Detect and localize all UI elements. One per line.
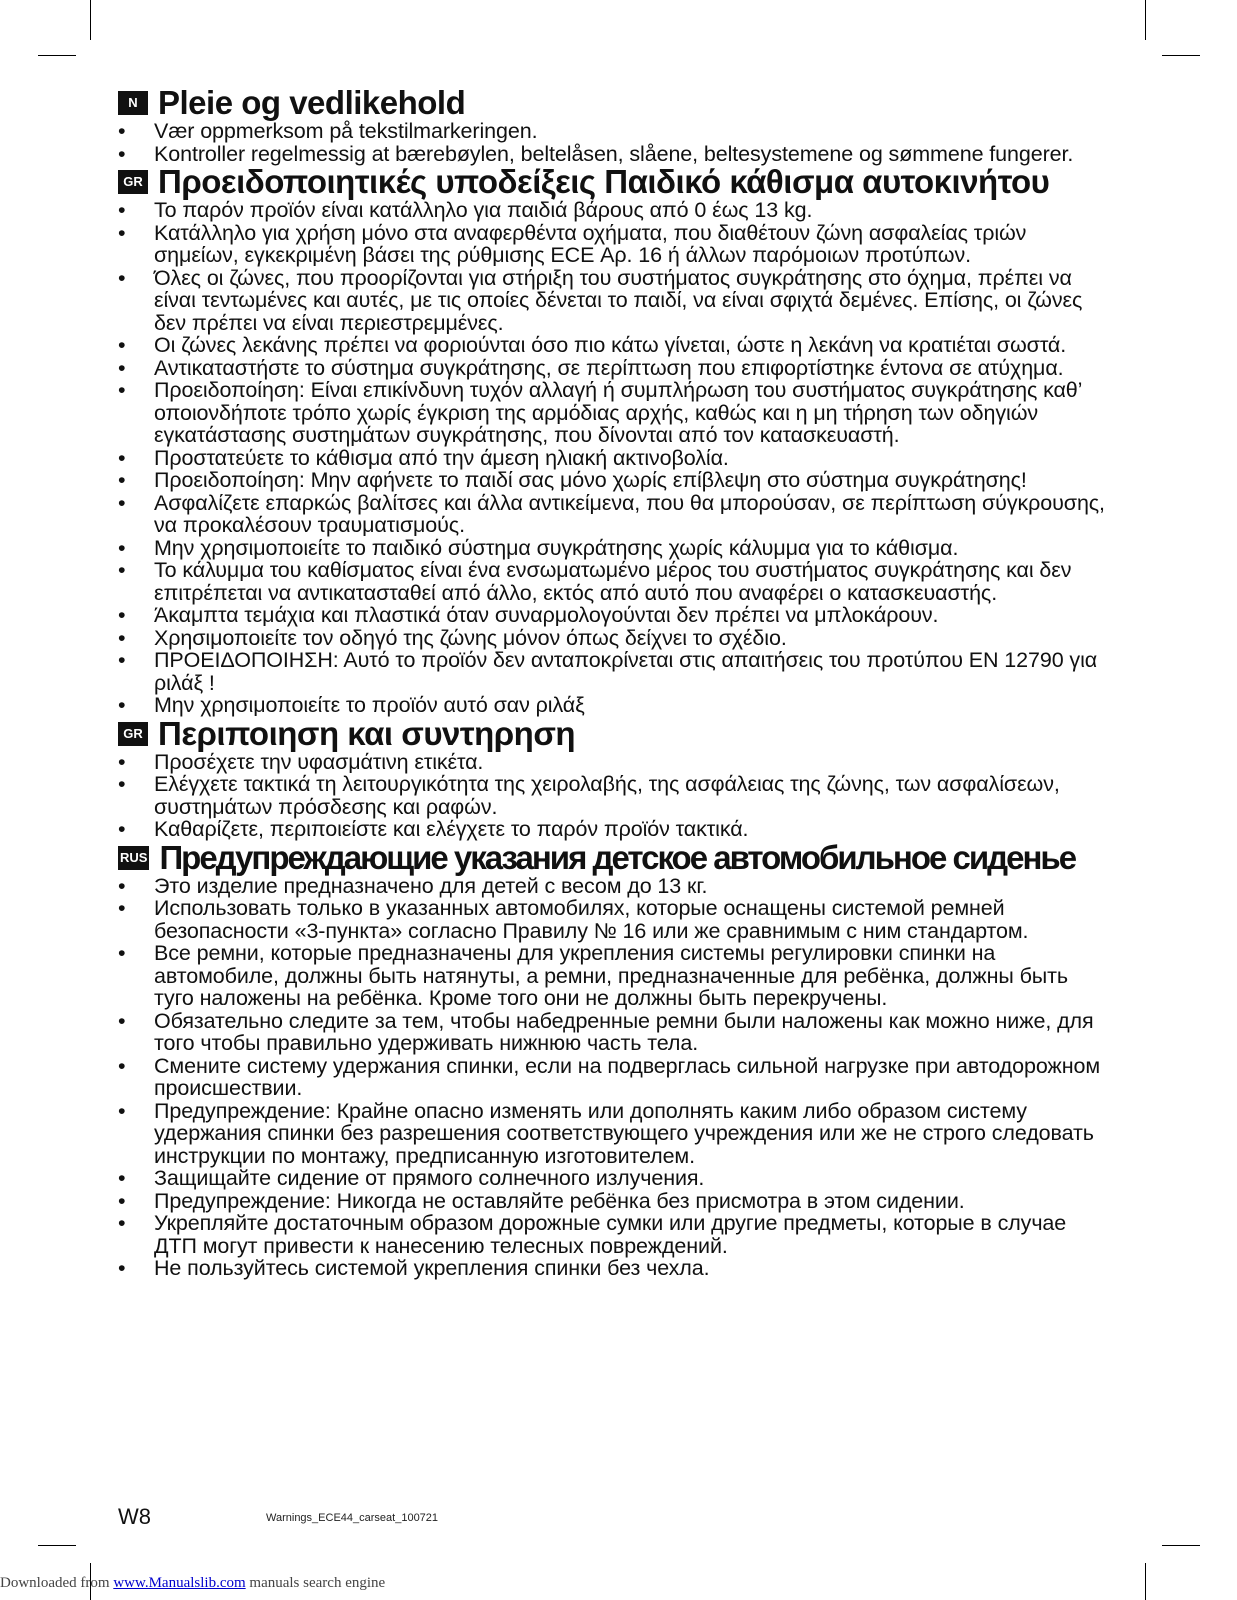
list-item: • Άκαμπτα τεμάχια και πλαστικά όταν συναρμολογούνται δεν πρέπει να μπλοκάρουν. [118,604,1108,627]
list-item: • Προειδοποίηση: Είναι επικίνδυνη τυχόν αλλαγή ή συμπλήρωση του συστήματος συγκράτησης καθ’ οποιονδήποτε τρόπο χωρίς έγκριση της αρμόδιας αρχής, καθώς και η μη τήρηση των οδηγιών εγκατάστασης συστημάτων συγκράτησης, που δίνονται από τον κατασκευαστή. [118,379,1108,447]
language-badge: RUS [118,846,149,870]
section-heading-n [118,86,1108,120]
list-item: • Смените систему удержания спинки, если на подверглась сильной нагрузке при автодорожном происшествии. [118,1055,1108,1100]
bullet-list [118,120,1108,165]
list-item: • Χρησιμοποιείτε τον οδηγό της ζώνης μόνον όπως δείχνει το σχέδιο. [118,627,1108,650]
list-item: • Προειδοποίηση: Μην αφήνετε το παιδί σας μόνο χωρίς επίβλεψη στο σύστημα συγκράτησης! [118,469,1108,492]
list-item: • Κατάλληλο για χρήση μόνο στα αναφερθέντα οχήματα, που διαθέτουν ζώνη ασφαλείας τριών σημείων, εγκεκριμένη βάσει της ρύθμισης ECE Αρ. 16 ή άλλων παρόμοιων προτύπων. [118,222,1108,267]
list-item: • Использовать только в указанных автомобилях, которые оснащены системой ремней безопасности «3-пункта» согласно Правилу № 16 или же сравнимым с ним стандартом. [118,897,1108,942]
section-heading-gr-warnings [118,165,1108,199]
bullet-list [118,199,1108,717]
list-item: • Το παρόν προϊόν είναι κατάλληλο για παιδιά βάρους από 0 έως 13 kg. [118,199,1108,222]
list-item: • Ασφαλίζετε επαρκώς βαλίτσες και άλλα αντικείμενα, που θα μπορούσαν, σε περίπτωση σύγκρουσης, να προκαλέσουν τραυματισμούς. [118,492,1108,537]
list-item: • Не пользуйтесь системой укрепления спинки без чехла. [118,1257,1108,1280]
page-code: W8 [118,1504,151,1529]
list-item: • Το κάλυμμα του καθίσματος είναι ένα ενσωματωμένο μέρος του συστήματος συγκράτησης και δεν επιτρέπεται να αντικατασταθεί από άλλο, εκτός από αυτό που αναφέρει ο κατασκευαστής. [118,559,1108,604]
list-item: • Защищайте сидение от прямого солнечного излучения. [118,1167,1108,1190]
language-badge: N [118,91,148,115]
section-title: Περιποιηση και συντηρηση [158,714,576,752]
manualslib-link[interactable]: www.Manualslib.com [113,1575,246,1591]
list-item: • Укрепляйте достаточным образом дорожные сумки или другие предметы, которые в случае ДТП могут привести к нанесению телесных повреждений. [118,1212,1108,1257]
section-heading-gr-care [118,714,1108,752]
bullet-list [118,875,1108,1280]
language-badge: GR [118,722,148,746]
list-item: • Αντικαταστήστε το σύστημα συγκράτησης, σε περίπτωση που επιφορτίστηκε έντονα σε ατύχημα. [118,357,1108,380]
crop-mark [38,1545,76,1546]
section-title: Pleie og vedlikehold [158,84,466,121]
crop-mark [1162,55,1200,56]
list-item: • Kontroller regelmessig at bærebøylen, beltelåsen, slåene, beltesystemene og sømmene fungerer. [118,143,1108,166]
list-item: • ΠΡΟΕΙΔΟΠΟΙΗΣΗ: Αυτό το προϊόν δεν ανταποκρίνεται στις απαιτήσεις του προτύπου EN 12790 για ριλάξ ! [118,649,1108,694]
list-item: • Это изделие предназначено для детей с весом до 13 кг. [118,875,1108,898]
list-item: • Предупреждение: Крайне опасно изменять или дополнять каким либо образом систему удержания спинки без разрешения соответствующего учреждения или же не строго следовать инструкции по монтажу, предписанную изготовителем. [118,1100,1108,1168]
file-name: Warnings_ECE44_carseat_100721 [266,1512,439,1524]
crop-mark [1145,0,1146,40]
download-bar [0,1575,385,1592]
download-suffix: manuals search engine [245,1575,386,1591]
list-item: • Ελέγχετε τακτικά τη λειτουργικότητα της χειρολαβής, της ασφάλειας της ζώνης, των ασφαλίσεων, συστημάτων πρόσδεσης και ραφών. [118,773,1108,818]
crop-mark [1162,1545,1200,1546]
list-item: • Все ремни, которые предназначены для укрепления системы регулировки спинки на автомобиле, должны быть натянуты, а ремни, предназначенные для ребёнка, должны быть туго наложены на ребёнка. Кроме того они не должны быть перекручены. [118,942,1108,1010]
list-item: • Καθαρίζετε, περιποιείστε και ελέγχετε το παρόν προϊόν τακτικά. [118,818,1108,841]
crop-mark [38,55,76,56]
list-item: • Οι ζώνες λεκάνης πρέπει να φοριούνται όσο πιο κάτω γίνεται, ώστε η λεκάνη να κρατιέται σωστά. [118,334,1108,357]
list-item: • Προσέχετε την υφασμάτινη ετικέτα. [118,751,1108,774]
list-item: • Όλες οι ζώνες, που προορίζονται για στήριξη του συστήματος συγκράτησης στο όχημα, πρέπει να είναι τεντωμένες και αυτές, με τις οποίες δένεται το παιδί, να είναι σφιχτά δεμένες. Επίσης, οι ζώνες δεν πρέπει να είναι περιεστρεμμένες. [118,267,1108,335]
section-title: Προειδοποιητικές υποδείξεις Παιδικό κάθισμα αυτοκινήτου [158,163,1050,200]
list-item: • Προστατεύετε το κάθισμα από την άμεση ηλιακή ακτινοβολία. [118,447,1108,470]
section-heading-rus [118,838,1108,876]
list-item: • Обязательно следите за тем, чтобы набедренные ремни были наложены как можно ниже, для того чтобы правильно удерживать нижнюю часть тела. [118,1010,1108,1055]
document-body [118,86,1108,1280]
list-item: • Vær oppmerksom på tekstilmarkeringen. [118,120,1108,143]
bullet-list [118,751,1108,841]
section-title: Предупреждающие указания детское автомобильное сиденье [159,838,1076,876]
crop-mark [90,0,91,40]
list-item: • Μην χρησιμοποιείτε το παιδικό σύστημα συγκράτησης χωρίς κάλυμμα για το κάθισμα. [118,537,1108,560]
list-item: • Μην χρησιμοποιείτε το προϊόν αυτό σαν ριλάξ [118,694,1108,717]
list-item: • Предупреждение: Никогда не оставляйте ребёнка без присмотра в этом сидении. [118,1190,1108,1213]
download-prefix: Downloaded from [0,1575,114,1591]
crop-mark [1145,1563,1146,1600]
language-badge: GR [118,170,148,194]
